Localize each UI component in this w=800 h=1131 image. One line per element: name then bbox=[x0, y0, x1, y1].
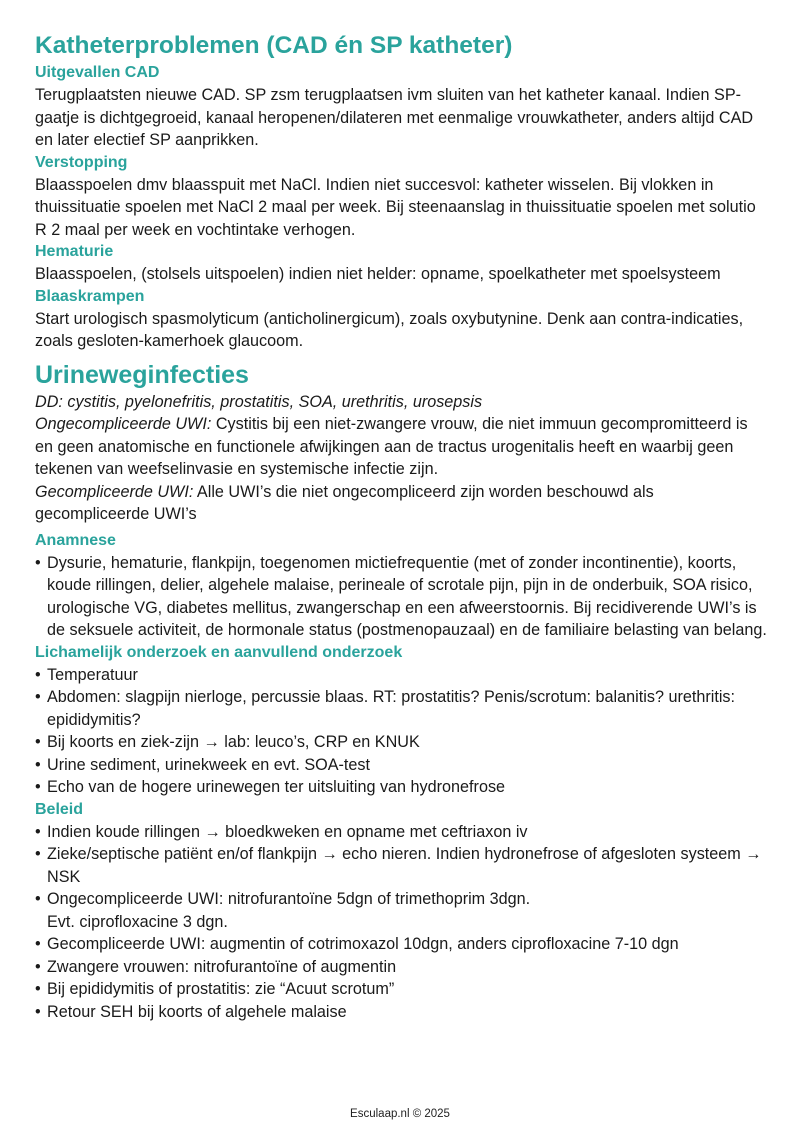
list-item: • Gecompliceerde UWI: augmentin of cotrimoxazol 10dgn, anders ciprofloxacine 7-10 dgn bbox=[35, 933, 770, 956]
list-item: • Retour SEH bij koorts of algehele malaise bbox=[35, 1001, 770, 1024]
definition-gecompliceerd-label: Gecompliceerde UWI: bbox=[35, 482, 194, 501]
list-item-line-1: Ongecompliceerde UWI: nitrofurantoïne 5dgn of trimethoprim 3dgn. bbox=[47, 890, 531, 908]
list-item: • Temperatuur bbox=[35, 664, 770, 687]
list-item: • Dysurie, hematurie, flankpijn, toegenomen mictiefrequentie (met of zonder incontinentie), koorts, koude rillingen, delier, algehele malaise, perineale of scrotale pijn, pijn in de onderbuik, SOA risico, urologische VG, diabetes mellitus, zwangerschap en een afweerstoornis. Bij recidiverende UWI’s is de seksuele activiteit, de hormonale status (postmenopauzaal) en de familiaire belasting van belang. bbox=[35, 552, 770, 642]
document-page bbox=[35, 30, 770, 1023]
list-onderzoek bbox=[35, 664, 770, 799]
heading-blaaskrampen: Blaaskrampen bbox=[35, 287, 145, 305]
definition-ongecompliceerd-label: Ongecompliceerde UWI: bbox=[35, 415, 212, 433]
text-verstopping: Blaasspoelen dmv blaasspuit met NaCl. Indien niet succesvol: katheter wisselen. Bij vlokken in thuissituatie spoelen met NaCl 2 maal per week. Bij steenaanslag in thuissituatie spoelen met solutio R 2 maal per week en vochtintake verhogen. bbox=[35, 175, 756, 239]
heading-hematurie: Hematurie bbox=[35, 243, 114, 260]
list-item: • Zieke/septische patiënt en/of flankpijn → echo nieren. Indien hydronefrose of afgesloten systeem → NSK bbox=[35, 843, 770, 888]
list-beleid bbox=[35, 821, 770, 1024]
section-title-katheterproblemen: Katheterproblemen (CAD én SP katheter) bbox=[35, 32, 513, 59]
list-item: • Echo van de hogere urinewegen ter uitsluiting van hydronefrose bbox=[35, 776, 770, 799]
list-item: • Bij epididymitis of prostatitis: zie “Acuut scrotum” bbox=[35, 978, 770, 1001]
definition-gecompliceerd bbox=[35, 481, 770, 526]
list-item-line-2: Evt. ciprofloxacine 3 dgn. bbox=[47, 912, 228, 931]
heading-onderzoek: Lichamelijk onderzoek en aanvullend onderzoek bbox=[35, 643, 403, 661]
definition-gecompliceerd-text: Alle UWI’s die niet ongecompliceerd zijn worden beschouwd als gecompliceerde UWI’s bbox=[35, 482, 654, 523]
text-uitgevallen-cad: Terugplaatsten nieuwe CAD. SP zsm terugplaatsen ivm sluiten van het katheter kanaal. Indien SP-gaatje is dichtgegroeid, kanaal heropenen/dilateren met eenmalige vrouwkatheter, anders altijd CAD en later electief SP aanprikken. bbox=[35, 86, 754, 149]
list-item: • Urine sediment, urinekweek en evt. SOA-test bbox=[35, 754, 770, 777]
heading-beleid: Beleid bbox=[35, 800, 84, 818]
list-item: • Indien koude rillingen → bloedkweken en opname met ceftriaxon iv bbox=[35, 821, 770, 844]
heading-anamnese: Anamnese bbox=[35, 531, 116, 549]
list-item: • Zwangere vrouwen: nitrofurantoïne of augmentin bbox=[35, 956, 770, 979]
text-blaaskrampen: Start urologisch spasmolyticum (anticholinergicum), zoals oxybutynine. Denk aan contra-indicaties, zoals gesloten-kamerhoek glaucoom. bbox=[35, 309, 744, 350]
list-item: • Bij koorts en ziek-zijn → lab: leuco’s, CRP en KNUK bbox=[35, 731, 770, 754]
heading-uitgevallen-cad: Uitgevallen CAD bbox=[35, 64, 160, 81]
definition-ongecompliceerd bbox=[35, 413, 770, 481]
list-anamnese bbox=[35, 552, 770, 642]
list-item bbox=[35, 888, 770, 933]
list-item: • Abdomen: slagpijn nierloge, percussie blaas. RT: prostatitis? Penis/scrotum: balanitis? urethritis: epididymitis? bbox=[35, 686, 770, 731]
section-title-urineweginfecties: Urineweginfecties bbox=[35, 360, 249, 389]
differential-diagnosis: DD: cystitis, pyelonefritis, prostatitis, SOA, urethritis, urosepsis bbox=[35, 392, 483, 411]
heading-verstopping: Verstopping bbox=[35, 153, 128, 171]
text-hematurie: Blaasspoelen, (stolsels uitspoelen) indien niet helder: opname, spoelkatheter met spoelsysteem bbox=[35, 265, 721, 283]
definition-ongecompliceerd-text: Cystitis bij een niet-zwangere vrouw, die niet immuun gecompromitteerd is en geen anatomische en functionele afwijkingen aan de tractus urogenitalis heeft en waarbij geen tekenen van weefselinvasie en systemische infectie zijn. bbox=[35, 415, 748, 478]
footer-copyright: Esculaap.nl © 2025 bbox=[350, 1108, 450, 1120]
